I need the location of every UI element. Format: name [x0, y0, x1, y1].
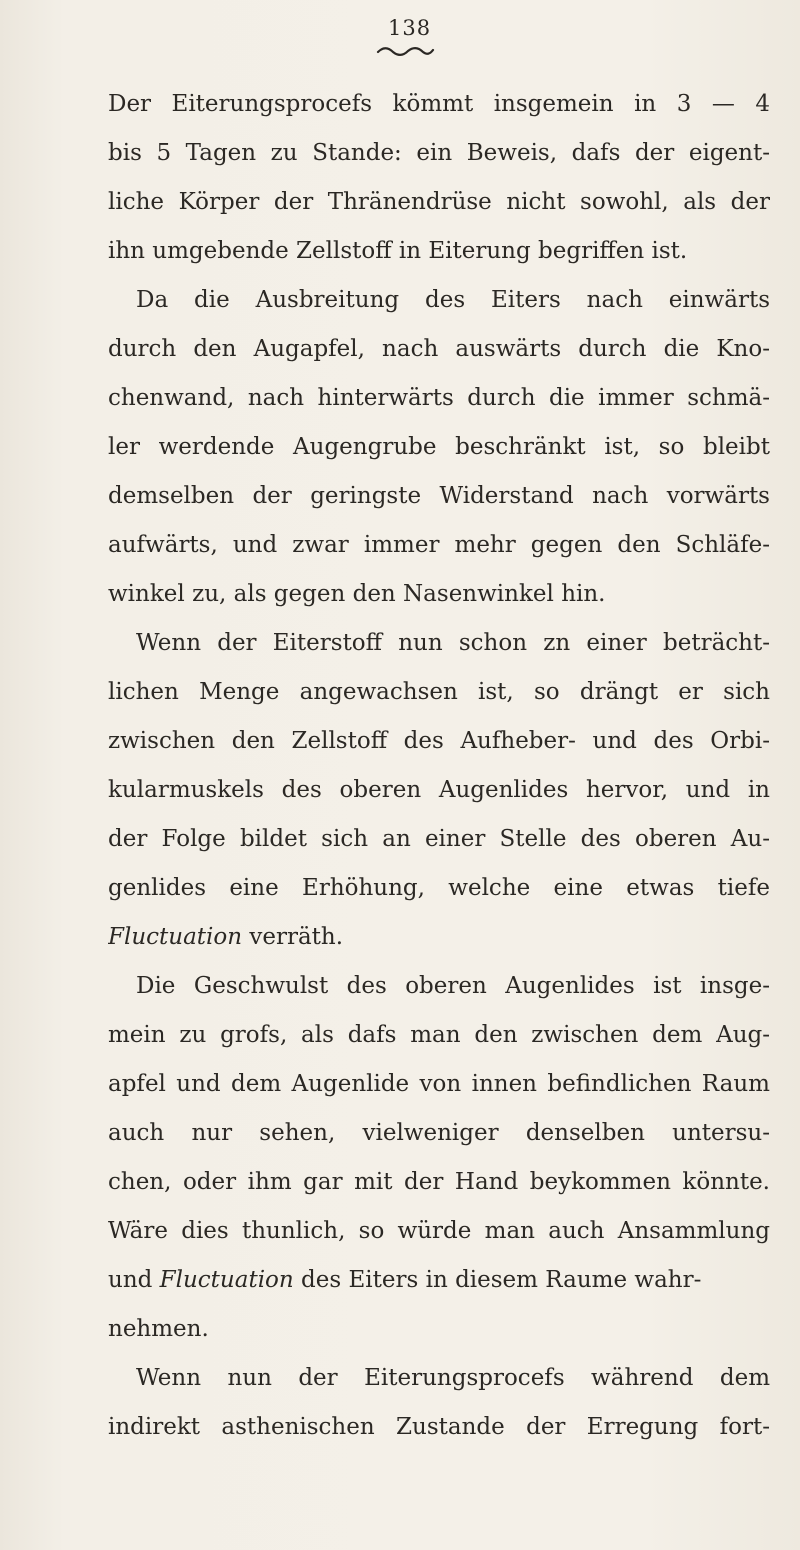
- text-line: apfel und dem Augenlide von innen befindlichen Raum: [108, 1071, 770, 1097]
- text-line: [108, 913, 770, 962]
- text-line: genlides eine Erhöhung, welche eine etwas tiefe: [108, 875, 770, 901]
- text-line: lichen Menge angewachsen ist, so drängt er sich: [108, 679, 770, 705]
- text-line: Der Eiterungsprocefs kömmt insgemein in 3 — 4: [108, 91, 770, 117]
- text-line: der Folge bildet sich an einer Stelle des oberen Au-: [108, 826, 770, 852]
- text-line: ihn umgebende Zellstoff in Eiterung begriffen ist.: [108, 238, 688, 264]
- text-line: chen, oder ihm gar mit der Hand beykommen könnte.: [108, 1169, 770, 1195]
- paragraph: [108, 276, 770, 619]
- paragraph: [108, 619, 770, 962]
- text-line: aufwärts, und zwar immer mehr gegen den Schläfe-: [108, 532, 770, 558]
- text-line: kularmuskels des oberen Augenlides hervor, und in: [108, 777, 770, 803]
- text-line: durch den Augapfel, nach auswärts durch die Kno-: [108, 336, 770, 362]
- paragraph: [108, 1354, 770, 1452]
- italic-term: Fluctuation: [108, 924, 243, 950]
- text-line: Da die Ausbreitung des Eiters nach einwärts: [136, 287, 770, 313]
- text-line: Wäre dies thunlich, so würde man auch Ansammlung: [108, 1218, 770, 1244]
- text-line: ler werdende Augengrube beschränkt ist, so bleibt: [108, 434, 770, 460]
- body-text: [108, 80, 770, 1452]
- line-remainder: verräth.: [242, 924, 344, 950]
- text-line: zwischen den Zellstoff des Aufheber- und des Orbi-: [108, 728, 770, 754]
- text-line: auch nur sehen, vielweniger denselben untersu-: [108, 1120, 770, 1146]
- text-line: winkel zu, als gegen den Nasenwinkel hin.: [108, 581, 606, 607]
- line-start: und: [108, 1267, 160, 1293]
- text-line: bis 5 Tagen zu Stande: ein Beweis, dafs der eigent-: [108, 140, 770, 166]
- text-line: liche Körper der Thränendrüse nicht sowohl, als der: [108, 189, 770, 215]
- ornament-divider: [375, 45, 435, 57]
- paragraph: [108, 80, 770, 276]
- text-line: Wenn der Eiterstoff nun schon zn einer beträcht-: [136, 630, 770, 656]
- text-line: Wenn nun der Eiterungsprocefs während dem: [136, 1365, 770, 1391]
- text-line: Die Geschwulst des oberen Augenlides ist insge-: [136, 973, 770, 999]
- page-number: 138: [388, 16, 432, 40]
- italic-term: Fluctuation: [159, 1267, 294, 1293]
- text-line: demselben der geringste Widerstand nach vorwärts: [108, 483, 770, 509]
- paragraph: [108, 962, 770, 1354]
- text-line: mein zu grofs, als dafs man den zwischen dem Aug-: [108, 1022, 770, 1048]
- text-line: indirekt asthenischen Zustande der Erregung fort-: [108, 1414, 770, 1440]
- line-remainder: des Eiters in diesem Raume wahr-: [293, 1267, 702, 1293]
- text-line: nehmen.: [108, 1316, 209, 1342]
- text-line: [108, 1256, 770, 1305]
- text-line: chenwand, nach hinterwärts durch die immer schmä-: [108, 385, 770, 411]
